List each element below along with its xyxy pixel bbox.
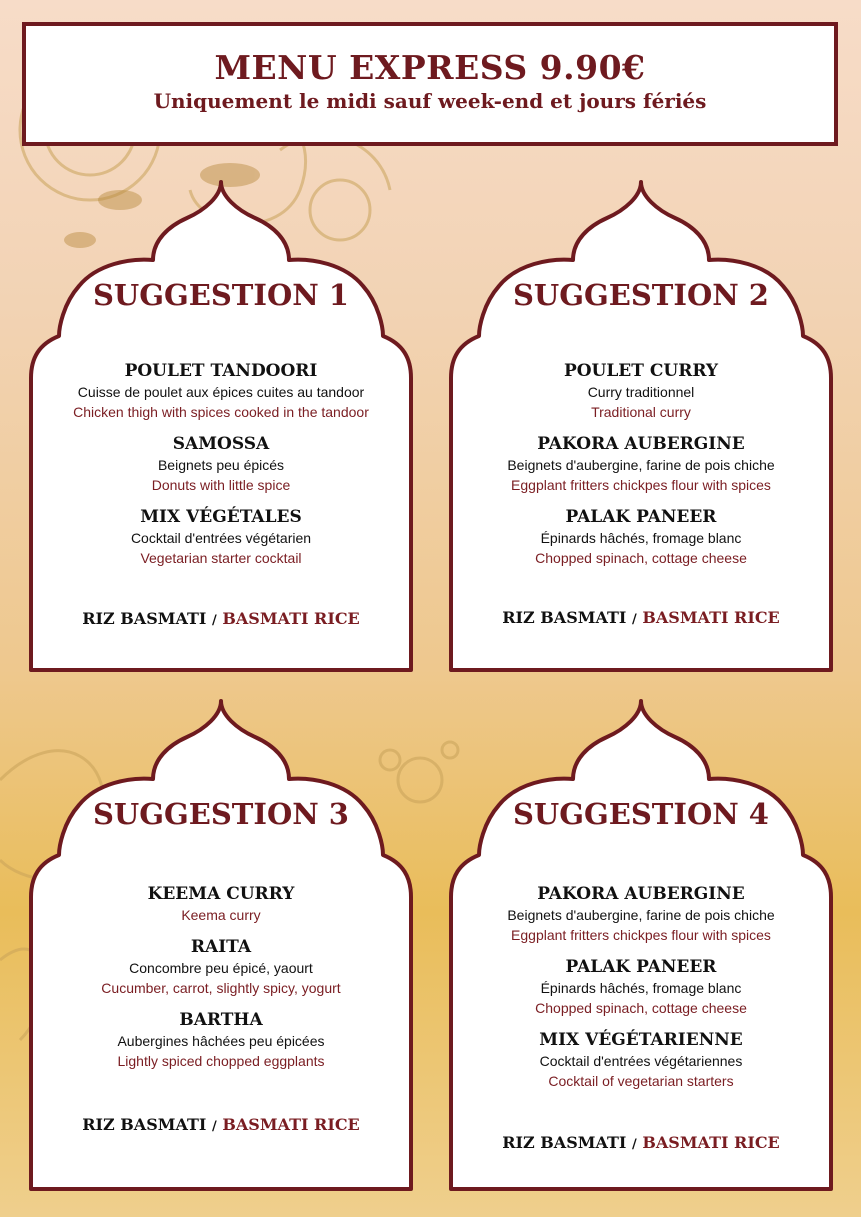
rice-side [447,608,835,627]
dish-item [447,1030,835,1091]
dish-name: PAKORA AUBERGINE [537,884,745,904]
suggestion-card-4 [447,697,835,1197]
dish-description-fr: Aubergines hâchées peu épicées [117,1033,325,1049]
dish-item [447,507,835,568]
dish-item [27,884,415,925]
dish-name: MIX VÉGÉTALES [140,507,302,527]
rice-separator: / [212,1119,217,1134]
dish-name: POULET CURRY [563,361,719,381]
menu-subtitle: Uniquement le midi sauf week-end et jours fériés [153,89,707,113]
dish-description-fr: Cocktail d'entrées végétariennes [539,1053,743,1069]
dish-description-en: Vegetarian starter cocktail [140,550,302,566]
dish-description-en: Chopped spinach, cottage cheese [535,550,747,566]
rice-separator: / [212,613,217,628]
dish-description-fr: Beignets peu épicés [157,457,285,473]
rice-label-fr: RIZ BASMATI [502,608,627,627]
rice-separator: / [632,612,637,627]
dish-description-fr: Cocktail d'entrées végétarien [130,530,312,546]
rice-label-en: BASMATI RICE [222,1115,360,1134]
menu-title: MENU EXPRESS 9.90€ [214,48,646,87]
suggestion-card-3 [27,697,415,1197]
suggestion-title: SUGGESTION 4 [512,797,769,831]
dish-description-en: Chopped spinach, cottage cheese [535,1000,747,1016]
dish-name: PALAK PANEER [565,957,717,977]
dish-name: MIX VÉGÉTARIENNE [539,1030,743,1050]
rice-label-fr: RIZ BASMATI [82,609,207,628]
dish-item [447,884,835,945]
suggestion-title: SUGGESTION 1 [92,278,349,312]
rice-label-fr: RIZ BASMATI [502,1133,627,1152]
dish-description-en: Chicken thigh with spices cooked in the tandoor [73,404,369,420]
rice-label-fr: RIZ BASMATI [82,1115,207,1134]
suggestion-title: SUGGESTION 3 [92,797,349,831]
suggestion-card-2 [447,178,835,678]
rice-side [27,609,415,628]
dish-description-en: Eggplant fritters chickpes flour with spices [511,927,771,943]
dish-description-fr: Curry traditionnel [587,384,695,400]
dish-item [447,361,835,422]
dish-description-fr: Concombre peu épicé, yaourt [129,960,313,976]
rice-side [447,1133,835,1152]
dish-name: RAITA [190,937,252,957]
dish-description-en: Eggplant fritters chickpes flour with spices [511,477,771,493]
dish-list [447,361,835,580]
rice-label-en: BASMATI RICE [642,608,780,627]
suggestion-card-1 [27,178,415,678]
dish-name: PAKORA AUBERGINE [537,434,745,454]
dish-name: BARTHA [179,1010,263,1030]
dish-item [27,434,415,495]
rice-label-en: BASMATI RICE [642,1133,780,1152]
dish-name: POULET TANDOORI [124,361,318,381]
dish-description-en: Donuts with little spice [151,477,291,493]
dish-item [447,957,835,1018]
dish-item [27,1010,415,1071]
dish-description-en: Cocktail of vegetarian starters [548,1073,734,1089]
dish-name: PALAK PANEER [565,507,717,527]
rice-separator: / [632,1137,637,1152]
dish-item [27,507,415,568]
dish-description-fr: Épinards hâchés, fromage blanc [540,980,742,996]
dish-description-en: Keema curry [181,907,261,923]
rice-side [27,1115,415,1134]
dish-name: SAMOSSA [172,434,270,454]
dish-description-fr: Beignets d'aubergine, farine de pois chiche [507,457,775,473]
dish-description-en: Cucumber, carrot, slightly spicy, yogurt [101,980,341,996]
dish-list [27,361,415,580]
dish-description-en: Lightly spiced chopped eggplants [117,1053,325,1069]
dish-description-fr: Beignets d'aubergine, farine de pois chiche [507,907,775,923]
suggestion-title: SUGGESTION 2 [512,278,769,312]
dish-list [447,884,835,1103]
menu-header [22,22,838,146]
dish-description-en: Traditional curry [591,404,691,420]
dish-list [27,884,415,1083]
dish-name: KEEMA CURRY [147,884,295,904]
dish-item [447,434,835,495]
dish-item [27,937,415,998]
dish-description-fr: Épinards hâchés, fromage blanc [540,530,742,546]
dish-item [27,361,415,422]
rice-label-en: BASMATI RICE [222,609,360,628]
dish-description-fr: Cuisse de poulet aux épices cuites au tandoor [77,384,365,400]
